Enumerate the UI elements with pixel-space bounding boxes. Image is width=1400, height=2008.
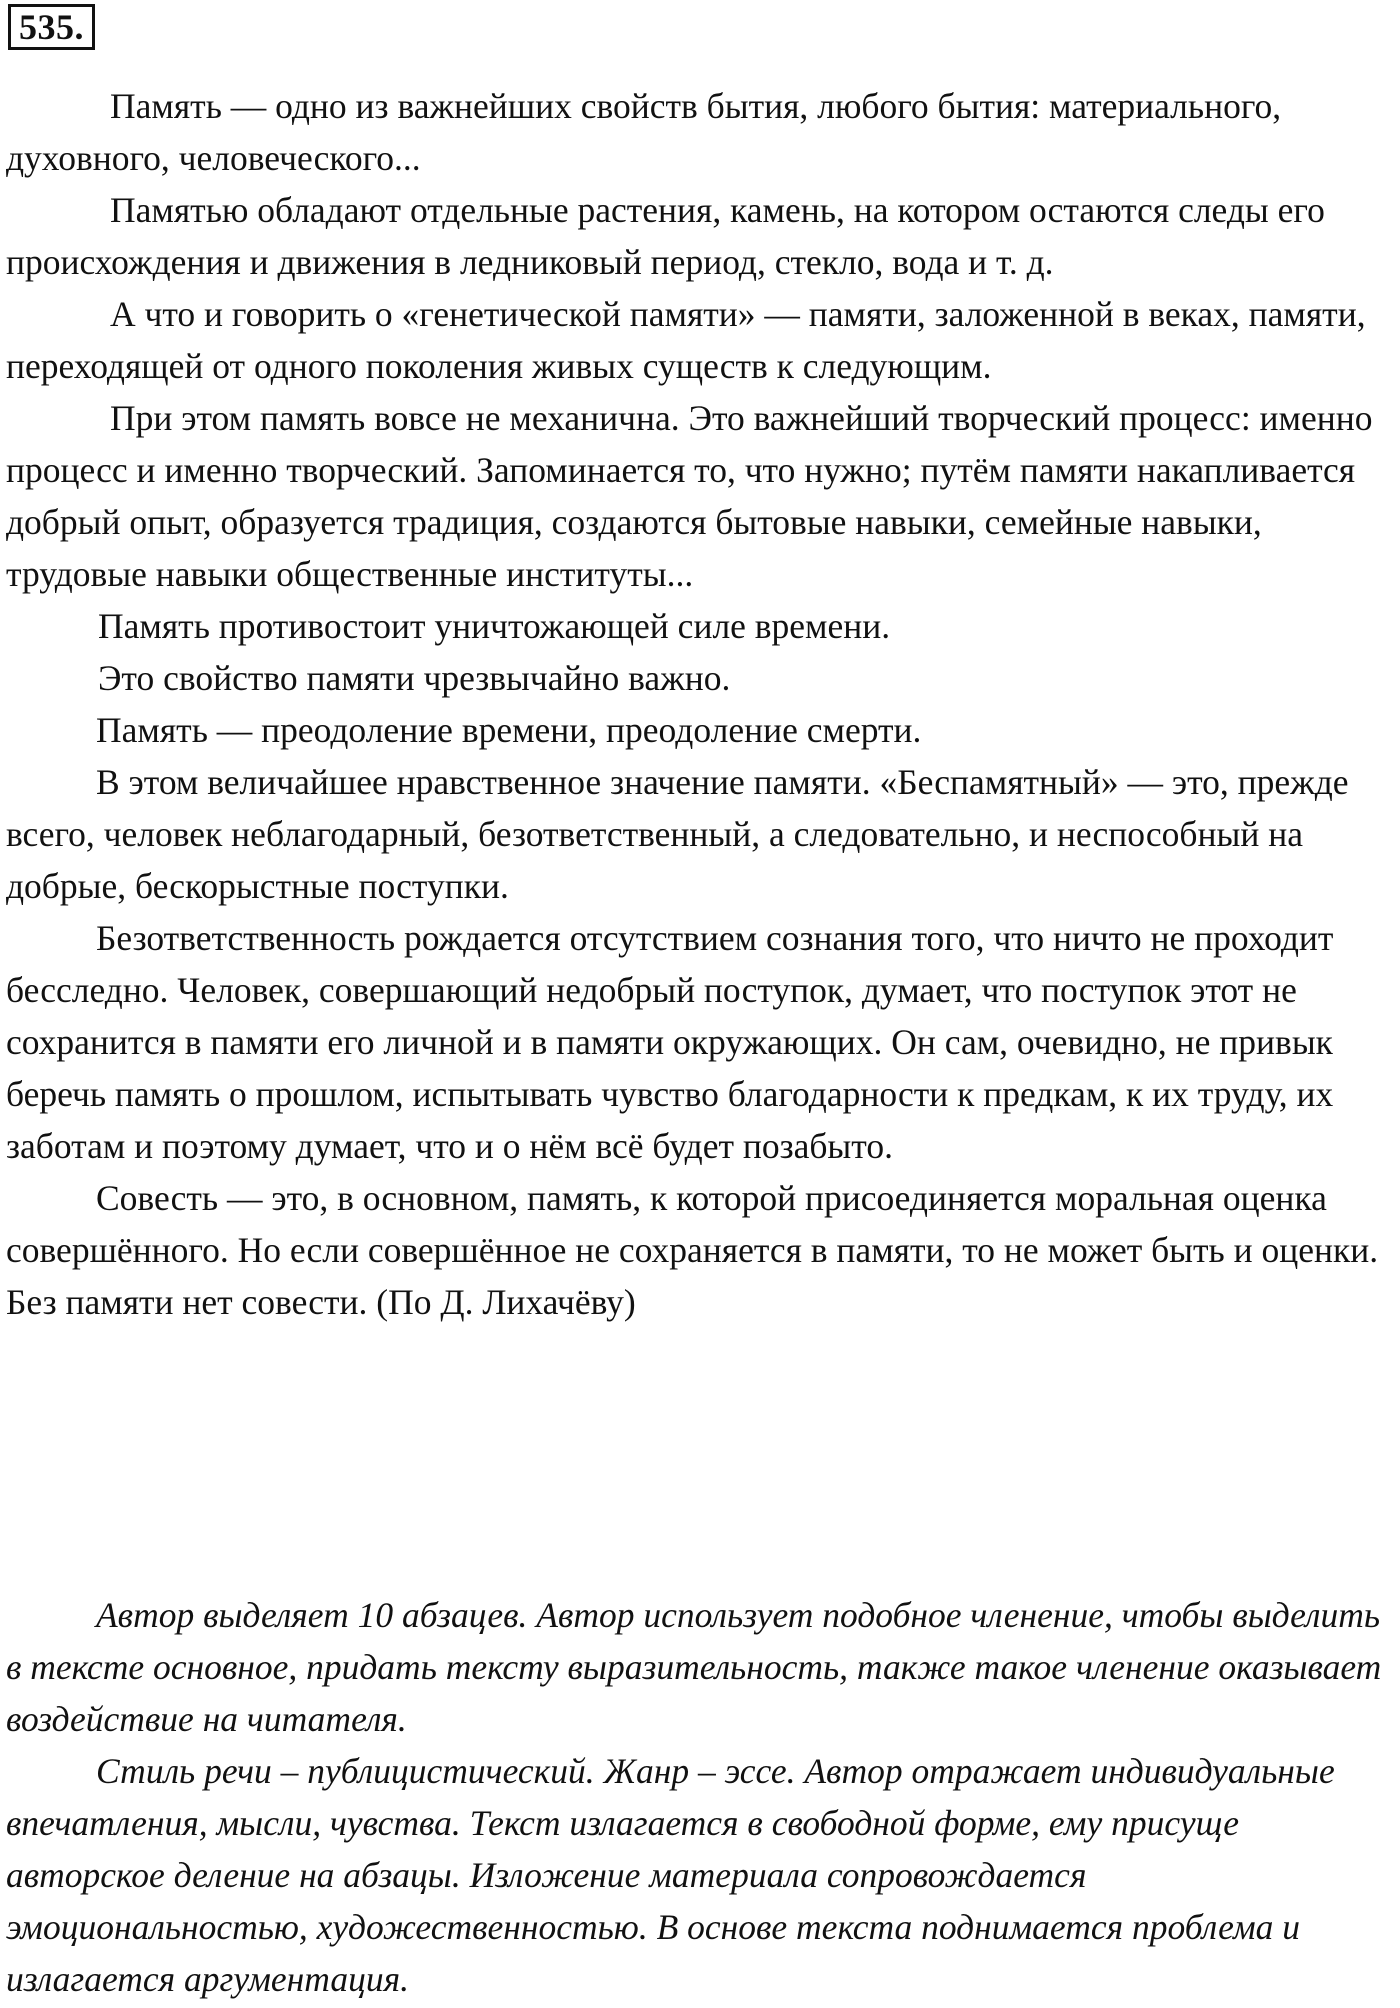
text-paragraph-3: А что и говорить о «генетической памяти» — памяти, заложенной в веках, памяти, переходящей от одного поколения живых существ к следующим. xyxy=(6,294,1366,386)
text-paragraph-5: Память противостоит уничтожающей силе времени. xyxy=(98,606,891,646)
text-paragraph-6: Это свойство памяти чрезвычайно важно. xyxy=(98,658,731,698)
text-paragraph-7: Память — преодоление времени, преодоление смерти. xyxy=(96,710,922,750)
text-paragraph-4: При этом память вовсе не механична. Это важнейший творческий процесс: именно процесс и именно творческий. Запоминается то, что нужно; путём памяти накапливается добрый опыт, образуется традиция, создаются бытовые навыки, семейные навыки, трудовые навыки общественные институты... xyxy=(6,398,1373,594)
source-text xyxy=(6,80,1396,1328)
text-paragraph-1: Память — одно из важнейших свойств бытия, любого бытия: материального, духовного, человеческого... xyxy=(6,86,1282,178)
text-paragraph-8: В этом величайшее нравственное значение памяти. «Беспамятный» — это, прежде всего, человек неблагодарный, безответственный, а следовательно, и неспособный на добрые, бескорыстные поступки. xyxy=(6,762,1349,906)
text-paragraph-2: Памятью обладают отдельные растения, камень, на котором остаются следы его происхождения и движения в ледниковый период, стекло, вода и т. д. xyxy=(6,190,1325,282)
text-paragraph-10: Совесть — это, в основном, память, к которой присоединяется моральная оценка совершённого. Но если совершённое не сохраняется в памяти, то не может быть и оценки. Без памяти нет совести. (По Д. Лихачёву) xyxy=(6,1178,1379,1322)
text-paragraph-9: Безответственность рождается отсутствием сознания того, что ничто не проходит бесследно. Человек, совершающий недобрый поступок, думает, что поступок этот не сохранится в памяти его личной и в памяти окружающих. Он сам, очевидно, не привык беречь память о прошлом, испытывать чувство благодарности к предкам, к их труду, их заботам и поэтому думает, что и о нём всё будет позабыто. xyxy=(6,918,1334,1166)
analysis-paragraph-1: Автор выделяет 10 абзацев. Автор использует подобное членение, чтобы выделить в тексте основное, придать тексту выразительность, также такое членение оказывает воздействие на читателя. xyxy=(6,1595,1382,1739)
analysis-paragraph-2: Стиль речи – публицистический. Жанр – эссе. Автор отражает индивидуальные впечатления, мысли, чувства. Текст излагается в свободной форме, ему присуще авторское деление на абзацы. Изложение материала сопровождается эмоциональностью, художественностью. В основе текста поднимается проблема и излагается аргументация. xyxy=(6,1751,1335,1999)
analysis-answer xyxy=(6,1589,1396,2005)
task-number: 535. xyxy=(8,4,95,50)
